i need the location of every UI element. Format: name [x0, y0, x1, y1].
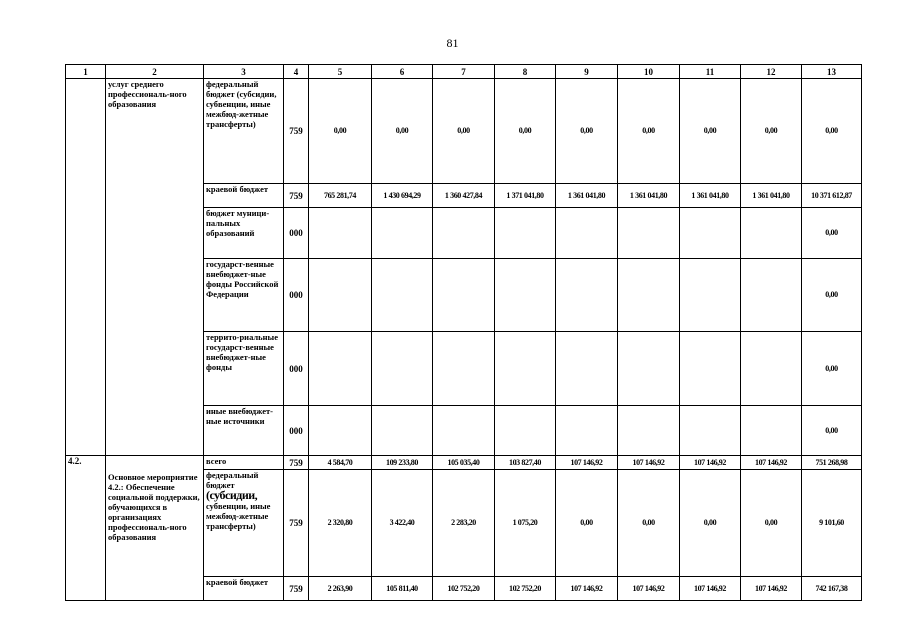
- value-cell: 107 146,92: [618, 577, 680, 601]
- value-cell: [741, 406, 802, 456]
- total-cell: 0,00: [802, 79, 862, 184]
- code-cell: 759: [284, 79, 309, 184]
- funding-source: террито-риальные государст-венные внебюджет-ные фонды: [204, 332, 284, 406]
- value-cell: [618, 208, 680, 259]
- code-cell: 759: [284, 470, 309, 577]
- funding-source: всего: [204, 456, 284, 470]
- col-header: 6: [372, 65, 433, 79]
- value-cell: 2 320,80: [309, 470, 372, 577]
- value-cell: 107 146,92: [680, 456, 741, 470]
- total-cell: 0,00: [802, 259, 862, 332]
- page-number: 81: [446, 36, 459, 50]
- value-cell: 109 233,80: [372, 456, 433, 470]
- value-cell: 1 361 041,80: [680, 184, 741, 208]
- value-cell: 0,00: [556, 470, 618, 577]
- value-cell: [680, 259, 741, 332]
- value-cell: 0,00: [741, 470, 802, 577]
- value-cell: [618, 332, 680, 406]
- value-cell: [433, 332, 495, 406]
- table-row: [66, 456, 862, 470]
- value-cell: [372, 406, 433, 456]
- total-cell: 751 268,98: [802, 456, 862, 470]
- value-cell: [495, 259, 556, 332]
- total-cell: 0,00: [802, 208, 862, 259]
- value-cell: 0,00: [495, 79, 556, 184]
- value-cell: [309, 208, 372, 259]
- value-cell: 0,00: [556, 79, 618, 184]
- value-cell: 0,00: [741, 79, 802, 184]
- col-header: 13: [802, 65, 862, 79]
- value-cell: 0,00: [309, 79, 372, 184]
- code-cell: 000: [284, 208, 309, 259]
- col-header: 11: [680, 65, 741, 79]
- value-cell: 1 430 694,29: [372, 184, 433, 208]
- value-cell: 0,00: [618, 79, 680, 184]
- activity-title: Основное мероприятие 4.2.: Обеспечение социальной поддержки, обучающихся в организациях профессиональ-ного образования: [106, 456, 204, 601]
- funding-source-part: федеральный бюджет: [206, 470, 259, 490]
- total-cell: 742 167,38: [802, 577, 862, 601]
- row-index: [66, 79, 106, 456]
- value-cell: [680, 406, 741, 456]
- value-cell: [433, 208, 495, 259]
- value-cell: 1 075,20: [495, 470, 556, 577]
- code-cell: 000: [284, 259, 309, 332]
- value-cell: 3 422,40: [372, 470, 433, 577]
- code-cell: 759: [284, 577, 309, 601]
- value-cell: 2 263,90: [309, 577, 372, 601]
- value-cell: [680, 208, 741, 259]
- value-cell: 1 371 041,80: [495, 184, 556, 208]
- value-cell: 102 752,20: [433, 577, 495, 601]
- total-cell: 0,00: [802, 406, 862, 456]
- value-cell: [433, 406, 495, 456]
- value-cell: 0,00: [618, 470, 680, 577]
- col-header: 8: [495, 65, 556, 79]
- funding-source: иные внебюджет-ные источники: [204, 406, 284, 456]
- value-cell: 103 827,40: [495, 456, 556, 470]
- value-cell: 1 361 041,80: [618, 184, 680, 208]
- value-cell: 0,00: [680, 470, 741, 577]
- value-cell: [618, 259, 680, 332]
- code-cell: 759: [284, 456, 309, 470]
- funding-source: краевой бюджет: [204, 577, 284, 601]
- col-header: 2: [106, 65, 204, 79]
- value-cell: 0,00: [680, 79, 741, 184]
- value-cell: 105 811,40: [372, 577, 433, 601]
- value-cell: 107 146,92: [556, 456, 618, 470]
- value-cell: 107 146,92: [556, 577, 618, 601]
- col-header: 10: [618, 65, 680, 79]
- value-cell: [372, 332, 433, 406]
- value-cell: [556, 259, 618, 332]
- code-cell: 000: [284, 332, 309, 406]
- col-header: 4: [284, 65, 309, 79]
- value-cell: [741, 208, 802, 259]
- value-cell: [433, 259, 495, 332]
- value-cell: [372, 208, 433, 259]
- value-cell: [495, 406, 556, 456]
- funding-source-part: (субсидии,: [206, 488, 258, 502]
- funding-source: государст-венные внебюджет-ные фонды Российской Федерации: [204, 259, 284, 332]
- col-header: 5: [309, 65, 372, 79]
- col-header: 12: [741, 65, 802, 79]
- total-cell: 10 371 612,87: [802, 184, 862, 208]
- value-cell: [309, 406, 372, 456]
- funding-source-part: субвенции, иные межбюд-жетные трансферты): [206, 501, 271, 531]
- col-header: 1: [66, 65, 106, 79]
- code-cell: 000: [284, 406, 309, 456]
- value-cell: 105 035,40: [433, 456, 495, 470]
- value-cell: [741, 332, 802, 406]
- value-cell: 1 361 041,80: [741, 184, 802, 208]
- table-row: [66, 79, 862, 184]
- activity-title: услуг среднего профессиональ-ного образования: [106, 79, 204, 456]
- value-cell: 107 146,92: [741, 577, 802, 601]
- value-cell: 107 146,92: [741, 456, 802, 470]
- total-cell: 9 101,60: [802, 470, 862, 577]
- value-cell: 4 584,70: [309, 456, 372, 470]
- value-cell: 765 281,74: [309, 184, 372, 208]
- col-header: 7: [433, 65, 495, 79]
- value-cell: [556, 208, 618, 259]
- value-cell: [495, 332, 556, 406]
- value-cell: [372, 259, 433, 332]
- column-header-row: [66, 65, 862, 79]
- value-cell: 107 146,92: [618, 456, 680, 470]
- funding-source: краевой бюджет: [204, 184, 284, 208]
- value-cell: 0,00: [433, 79, 495, 184]
- value-cell: [556, 406, 618, 456]
- value-cell: [309, 259, 372, 332]
- value-cell: [680, 332, 741, 406]
- value-cell: 102 752,20: [495, 577, 556, 601]
- value-cell: [309, 332, 372, 406]
- value-cell: [495, 208, 556, 259]
- budget-table: [65, 64, 862, 601]
- value-cell: 107 146,92: [680, 577, 741, 601]
- funding-source: федеральный бюджет (субсидии, субвенции, иные межбюд-жетные трансферты): [204, 79, 284, 184]
- value-cell: [741, 259, 802, 332]
- col-header: 3: [204, 65, 284, 79]
- funding-source: бюджет муници-пальных образований: [204, 208, 284, 259]
- value-cell: [618, 406, 680, 456]
- value-cell: 1 361 041,80: [556, 184, 618, 208]
- value-cell: [556, 332, 618, 406]
- code-cell: 759: [284, 184, 309, 208]
- funding-source: [204, 470, 284, 577]
- total-cell: 0,00: [802, 332, 862, 406]
- value-cell: 0,00: [372, 79, 433, 184]
- value-cell: 2 283,20: [433, 470, 495, 577]
- row-index: 4.2.: [66, 456, 106, 601]
- value-cell: 1 360 427,84: [433, 184, 495, 208]
- col-header: 9: [556, 65, 618, 79]
